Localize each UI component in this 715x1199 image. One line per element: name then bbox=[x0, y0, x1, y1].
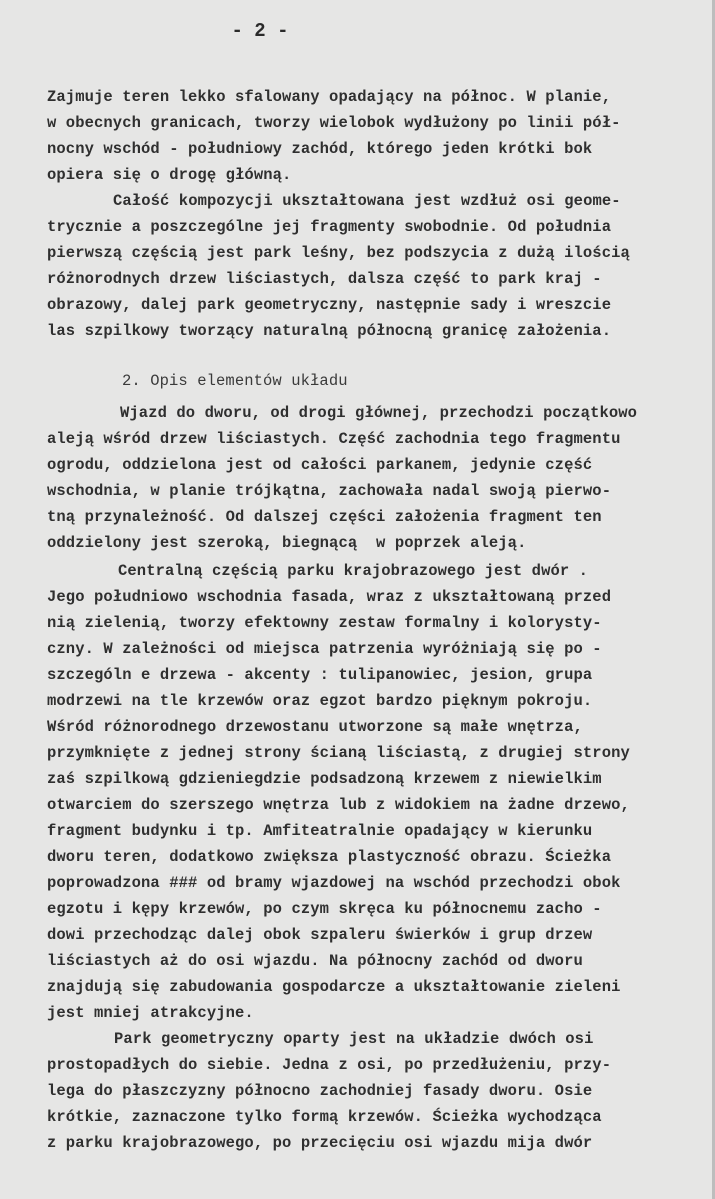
text-line: nocny wschód - południowy zachód, którego jeden krótki bok bbox=[47, 140, 593, 158]
text-line: Całość kompozycji ukształtowana jest wzdłuż osi geome- bbox=[113, 192, 621, 210]
text-line: z parku krajobrazowego, po przecięciu osi wjazdu mija dwór bbox=[47, 1134, 593, 1152]
text-line: Wjazd do dworu, od drogi głównej, przechodzi początkowo bbox=[120, 404, 638, 422]
text-line: ogrodu, oddzielona jest od całości parkanem, jedynie część bbox=[47, 456, 593, 474]
text-line: aleją wśród drzew liściastych. Część zachodnia tego fragmentu bbox=[47, 430, 621, 448]
text-line: Zajmuje teren lekko sfalowany opadający na północ. W planie, bbox=[47, 88, 612, 106]
text-line: oddzielony jest szeroką, biegnącą w poprzek aleją. bbox=[47, 534, 527, 552]
text-line: opiera się o drogę główną. bbox=[47, 166, 292, 184]
text-line: Centralną częścią parku krajobrazowego jest dwór . bbox=[118, 562, 589, 580]
text-line: poprowadzona ### od bramy wjazdowej na wschód przechodzi obok bbox=[47, 874, 621, 892]
text-line: fragment budynku i tp. Amfiteatralnie opadający w kierunku bbox=[47, 822, 593, 840]
text-line: zaś szpilkową gdzieniegdzie podsadzoną krzewem z niewielkim bbox=[47, 770, 602, 788]
text-line: tną przynależność. Od dalszej części założenia fragment ten bbox=[47, 508, 602, 526]
text-line: obrazowy, dalej park geometryczny, następnie sady i wreszcie bbox=[47, 296, 612, 314]
text-line: prostopadłych do siebie. Jedna z osi, po przedłużeniu, przy- bbox=[47, 1056, 612, 1074]
text-line: lega do płaszczyzny północno zachodniej fasady dworu. Osie bbox=[47, 1082, 593, 1100]
page-number: - 2 - bbox=[231, 20, 289, 42]
text-line: otwarciem do szerszego wnętrza lub z widokiem na żadne drzewo, bbox=[47, 796, 630, 814]
text-line: pierwszą częścią jest park leśny, bez podszycia z dużą ilością bbox=[47, 244, 630, 262]
text-line: jest mniej atrakcyjne. bbox=[47, 1004, 254, 1022]
text-line: modrzewi na tle krzewów oraz egzot bardzo pięknym pokroju. bbox=[47, 692, 593, 710]
section-heading: 2. Opis elementów układu bbox=[122, 372, 348, 390]
text-line: różnorodnych drzew liściastych, dalsza część to park kraj - bbox=[47, 270, 602, 288]
text-line: trycznie a poszczególne jej fragmenty swobodnie. Od południa bbox=[47, 218, 612, 236]
text-line: Park geometryczny oparty jest na układzie dwóch osi bbox=[114, 1030, 594, 1048]
text-line: egzotu i kępy krzewów, po czym skręca ku północnemu zacho - bbox=[47, 900, 602, 918]
text-line: czny. W zależności od miejsca patrzenia wyróżniają się po - bbox=[47, 640, 602, 658]
text-line: szczególn e drzewa - akcenty : tulipanowiec, jesion, grupa bbox=[47, 666, 593, 684]
text-line: dworu teren, dodatkowo zwiększa plastyczność obrazu. Ścieżka bbox=[47, 848, 612, 866]
text-line: liściastych aż do osi wjazdu. Na północny zachód od dworu bbox=[47, 952, 583, 970]
text-line: krótkie, zaznaczone tylko formą krzewów. Ścieżka wychodząca bbox=[47, 1108, 602, 1126]
text-line: las szpilkowy tworzący naturalną północną granicę założenia. bbox=[47, 322, 612, 340]
text-line: dowi przechodząc dalej obok szpaleru świerków i grup drzew bbox=[47, 926, 593, 944]
text-line: Jego południowo wschodnia fasada, wraz z ukształtowaną przed bbox=[47, 588, 612, 606]
text-line: przymknięte z jednej strony ścianą liściastą, z drugiej strony bbox=[47, 744, 630, 762]
text-line: nią zielenią, tworzy efektowny zestaw formalny i kolorysty- bbox=[47, 614, 602, 632]
text-line: Wśród różnorodnego drzewostanu utworzone są małe wnętrza, bbox=[47, 718, 583, 736]
text-line: wschodnia, w planie trójkątna, zachowała nadal swoją pierwo- bbox=[47, 482, 612, 500]
text-line: znajdują się zabudowania gospodarcze a ukształtowanie zieleni bbox=[47, 978, 621, 996]
text-line: w obecnych granicach, tworzy wielobok wydłużony po linii pół- bbox=[47, 114, 621, 132]
